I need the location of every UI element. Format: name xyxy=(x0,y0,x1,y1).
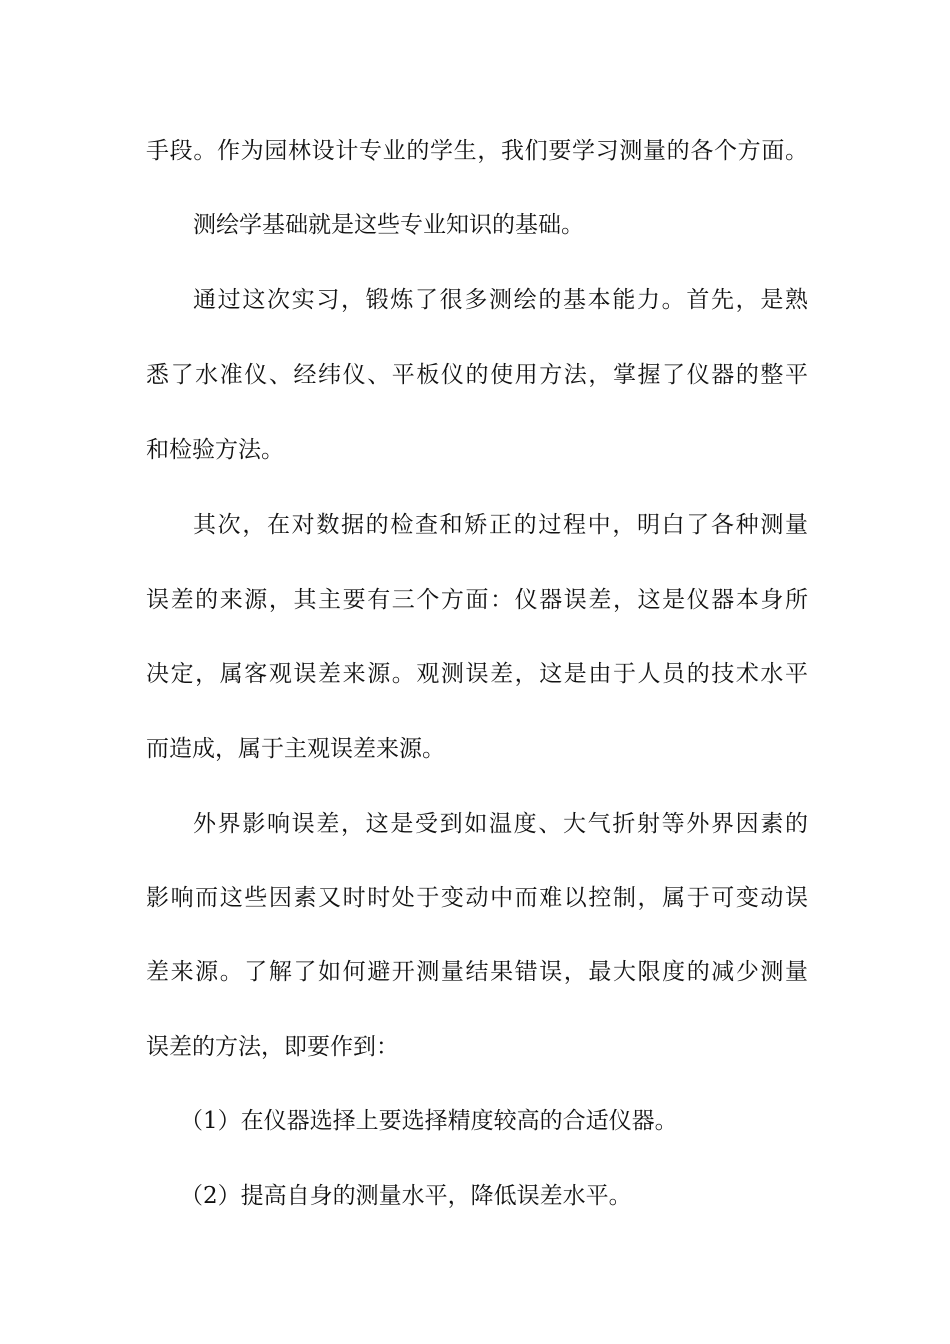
text-line-1: 手段。作为园林设计专业的学生，我们要学习测量的各个方面。 xyxy=(146,138,808,164)
text-line-4: 悉了水准仪、经纬仪、平板仪的使用方法，掌握了仪器的整平 xyxy=(146,362,808,388)
text-line-13: 误差的方法，即要作到： xyxy=(146,1034,399,1060)
text-line-12: 差来源。了解了如何避开测量结果错误，最大限度的减少测量 xyxy=(146,959,808,985)
text-line-3: 通过这次实习，锻炼了很多测绘的基本能力。首先，是熟 xyxy=(193,287,808,313)
list-item-2: （2）提高自身的测量水平，降低误差水平。 xyxy=(180,1183,632,1209)
text-line-7: 误差的来源，其主要有三个方面：仪器误差，这是仪器本身所 xyxy=(146,587,808,613)
text-line-10: 外界影响误差，这是受到如温度、大气折射等外界因素的 xyxy=(193,811,808,837)
text-line-9: 而造成，属于主观误差来源。 xyxy=(146,736,445,762)
text-line-2: 测绘学基础就是这些专业知识的基础。 xyxy=(193,212,584,238)
text-line-8: 决定，属客观误差来源。观测误差，这是由于人员的技术水平 xyxy=(146,661,808,687)
text-line-11: 影响而这些因素又时时处于变动中而难以控制，属于可变动误 xyxy=(146,885,808,911)
text-line-6: 其次，在对数据的检查和矫正的过程中，明白了各种测量 xyxy=(193,512,808,538)
list-item-1: （1）在仪器选择上要选择精度较高的合适仪器。 xyxy=(180,1108,678,1134)
text-line-5: 和检验方法。 xyxy=(146,437,284,463)
